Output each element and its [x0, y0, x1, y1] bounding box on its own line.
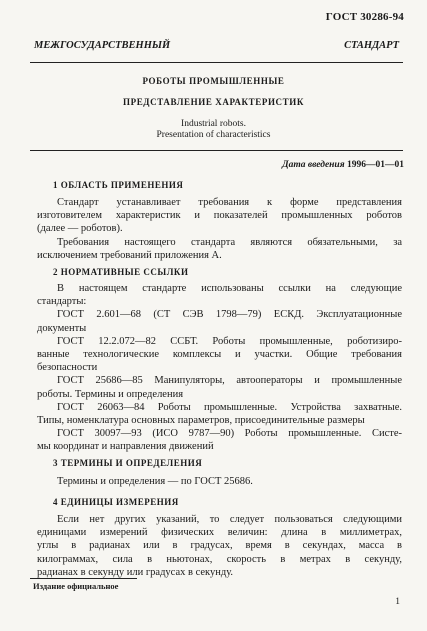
text-line: (далее — роботов). [37, 223, 123, 235]
text-line: ГОСТ 26063—84 Роботы промышленные. Устройства захватные. [57, 401, 402, 413]
title-rule [30, 150, 403, 151]
section-heading-scope: 1 ОБЛАСТЬ ПРИМЕНЕНИЯ [53, 180, 184, 190]
text-line: ванные технологические комплексы и участки. Общие требования [37, 348, 402, 360]
text-line: Если нет других указаний, то следует пользоваться следующими [57, 514, 402, 525]
introduction-date [282, 160, 404, 170]
text-line: стандарты: [37, 296, 87, 308]
text-line: документы [37, 322, 87, 334]
section-body-units [37, 513, 402, 579]
english-title-line-1: Industrial robots. [181, 119, 246, 129]
introduction-date-value: 1996—01—01 [347, 160, 404, 170]
section-body-terms [37, 475, 402, 488]
text-line: килограммах, сила в ньютонах, скорость в метрах в секунду, [37, 553, 402, 565]
standard-type-header: МЕЖГОСУДАРСТВЕННЫЙ СТАНДАРТ [34, 40, 399, 51]
text-line: мы координат и направления движений [37, 441, 214, 453]
text-line: Требования настоящего стандарта являются обязательными, за [57, 236, 402, 248]
text-line: единицами измерений физических величин: длина в миллиметрах, [37, 527, 402, 539]
text-line: исключением требований приложения А. [37, 249, 222, 261]
text-line: ГОСТ 12.2.072—82 ССБТ. Роботы промышленные, роботизиро- [57, 335, 402, 347]
text-line: радианах в секунду или градусах в секунду. [37, 566, 234, 578]
document-title: РОБОТЫ ПРОМЫШЛЕННЫЕ [142, 76, 285, 86]
text-line: роботы. Термины и определения [37, 388, 184, 400]
section-heading-terms: 3 ТЕРМИНЫ И ОПРЕДЕЛЕНИЯ [53, 458, 203, 468]
text-line: Типы, номенклатура основных параметров, присоединительные размеры [37, 414, 365, 426]
text-line: В настоящем стандарте использованы ссылки на следующие [57, 283, 402, 294]
footer-rule [30, 578, 137, 579]
text-line: ГОСТ 25686—85 Манипуляторы, автооператоры и промышленные [57, 375, 402, 387]
official-edition-note: Издание официальное [33, 581, 119, 591]
text-line: Термины и определения — по ГОСТ 25686. [57, 476, 253, 487]
section-heading-references: 2 НОРМАТИВНЫЕ ССЫЛКИ [53, 267, 189, 277]
text-line: ГОСТ 2.601—68 (СТ СЭВ 1798—79) ЕСКД. Эксплуатационные [57, 309, 402, 321]
english-title-line-2: Presentation of characteristics [156, 130, 271, 140]
document-code: ГОСТ 30286-94 [325, 11, 404, 23]
text-line: безопасности [37, 362, 98, 374]
section-body-references [37, 282, 402, 453]
text-line: ГОСТ 30097—93 (ИСО 9787—90) Роботы промышленные. Систе- [57, 428, 402, 440]
header-rule [30, 62, 403, 63]
text-line: Стандарт устанавливает требования к форме представления [57, 197, 402, 208]
page-number: 1 [395, 597, 400, 607]
document-subtitle: ПРЕДСТАВЛЕНИЕ ХАРАКТЕРИСТИК [123, 97, 304, 107]
text-line: углы в радианах или в градусах, время в секундах, масса в [37, 540, 402, 552]
text-line: изготовителем характеристик и показателей промышленных роботов [37, 210, 402, 222]
section-heading-units: 4 ЕДИНИЦЫ ИЗМЕРЕНИЯ [53, 497, 179, 507]
section-body-scope [37, 196, 402, 262]
introduction-date-label: Дата введения [282, 160, 345, 170]
